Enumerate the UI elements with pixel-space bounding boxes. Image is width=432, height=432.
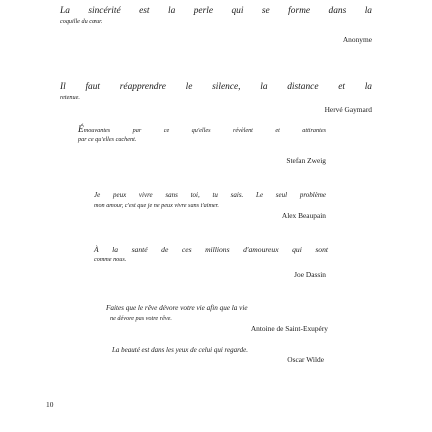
quote-text — [94, 244, 328, 264]
quote-line-1: La sincérité est la perle qui se forme dans la — [60, 6, 372, 16]
quote-line-2: mon amour, c'est que je ne peux vivre sans t'aimer. — [94, 201, 219, 209]
quote-line-2: comme nous. — [94, 255, 127, 263]
quote-5 — [94, 244, 328, 264]
quote-line-2: coquille du cœur. — [60, 17, 103, 25]
drop-letter: É — [78, 125, 84, 135]
quote-author: Joe Dassin — [294, 270, 326, 279]
quote-line-1: La beauté est dans les yeux de celui qui regarde. — [112, 346, 248, 354]
quote-text — [60, 6, 372, 26]
quote-text — [78, 126, 326, 144]
quote-6 — [106, 303, 328, 323]
quote-text — [60, 82, 372, 102]
quote-line-1: Je peux vivre sans toi, tu sais. Le seul problème — [94, 191, 326, 199]
quote-line-1: Il faut réapprendre le silence, la distance et la — [60, 82, 372, 92]
quote-author: Stefan Zweig — [286, 156, 326, 165]
page-number: 10 — [46, 400, 54, 409]
quote-1 — [60, 6, 372, 26]
quote-author: Hervé Gaymard — [324, 105, 372, 114]
quote-line-2: par ce qu'elles cachent. — [78, 135, 137, 143]
quote-text — [106, 303, 328, 323]
quote-4 — [94, 190, 326, 210]
quote-author: Alex Beaupain — [281, 211, 326, 220]
quote-line-2: retenue. — [60, 93, 80, 101]
quote-text — [94, 190, 326, 210]
quote-line-1 — [78, 126, 326, 136]
quote-line-1-rest: mouvantes par ce qu'elles révèlent et attirantes — [83, 127, 326, 134]
quote-author: Antoine de Saint-Exupéry — [250, 324, 328, 333]
quote-3 — [78, 126, 326, 144]
quote-line-1: À la santé de ces millions d'amoureux qui sont — [94, 245, 328, 254]
quote-author: Anonyme — [342, 35, 372, 44]
quote-line-2: ne dévore pas votre rêve. — [110, 314, 172, 322]
quote-line-1: Faites que le rêve dévore votre vie afin que la vie — [106, 304, 248, 312]
quote-2 — [60, 82, 372, 102]
quote-author: Oscar Wilde — [287, 355, 324, 364]
